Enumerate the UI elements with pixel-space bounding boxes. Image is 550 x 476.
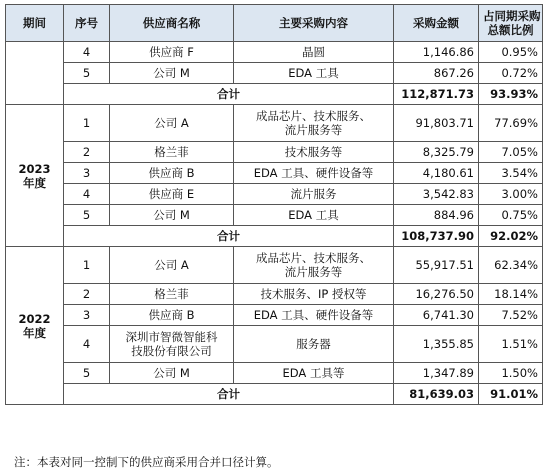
header-content: 主要采购内容 [234,5,394,42]
header-supplier: 供应商名称 [110,5,234,42]
row-content: 技术服务、IP 授权等 [234,284,394,305]
table-row [6,205,543,226]
row-number: 2 [64,142,110,163]
row-number: 4 [64,326,110,363]
table-row [6,284,543,305]
row-ratio: 1.50% [479,363,543,384]
row-supplier: 供应商 E [110,184,234,205]
table-row [6,42,543,63]
table-row [6,305,543,326]
row-number: 1 [64,247,110,284]
row-supplier: 公司 M [110,363,234,384]
table-row [6,326,543,363]
row-content: 流片服务 [234,184,394,205]
row-content: 晶圆 [234,42,394,63]
row-content: EDA 工具等 [234,363,394,384]
row-supplier: 公司 A [110,105,234,142]
table-row [6,163,543,184]
table-row [6,142,543,163]
period-cell-continued [6,42,64,105]
table-row [6,63,543,84]
total-ratio: 92.02% [479,226,543,247]
table-row [6,363,543,384]
period-cell-2022 [6,247,64,405]
row-number: 4 [64,42,110,63]
period-year: 2023 [18,161,51,176]
row-supplier: 供应商 B [110,305,234,326]
row-ratio: 7.05% [479,142,543,163]
row-supplier: 供应商 F [110,42,234,63]
row-amount: 867.26 [394,63,479,84]
row-amount: 16,276.50 [394,284,479,305]
row-amount: 55,917.51 [394,247,479,284]
header-number: 序号 [64,5,110,42]
supplier-line1: 深圳市智微智能科 [125,330,218,344]
supplier-purchase-table [5,4,543,405]
table-row [6,247,543,284]
row-ratio: 62.34% [479,247,543,284]
row-number: 5 [64,63,110,84]
period-suffix: 年度 [23,175,46,190]
total-label: 合计 [64,226,394,247]
total-amount: 112,871.73 [394,84,479,105]
table-row [6,184,543,205]
row-ratio: 3.00% [479,184,543,205]
header-period: 期间 [6,5,64,42]
row-number: 5 [64,363,110,384]
total-label: 合计 [64,384,394,405]
row-ratio: 7.52% [479,305,543,326]
row-amount: 1,146.86 [394,42,479,63]
total-label: 合计 [64,84,394,105]
table-footnote: 注：本表对同一控制下的供应商采用合并口径计算。 [14,455,279,469]
content-line2: 流片服务等 [284,265,343,279]
row-amount: 91,803.71 [394,105,479,142]
row-amount: 3,542.83 [394,184,479,205]
row-content: 服务器 [234,326,394,363]
row-number: 3 [64,305,110,326]
total-row [6,384,543,405]
row-ratio: 1.51% [479,326,543,363]
header-ratio [479,5,543,42]
row-number: 5 [64,205,110,226]
total-amount: 81,639.03 [394,384,479,405]
table-header-row [6,5,543,42]
row-supplier: 公司 M [110,205,234,226]
period-year: 2022 [18,311,51,326]
period-suffix: 年度 [23,325,46,340]
row-content [234,105,394,142]
row-supplier: 公司 M [110,63,234,84]
row-amount: 6,741.30 [394,305,479,326]
total-row [6,226,543,247]
row-ratio: 0.75% [479,205,543,226]
row-amount: 884.96 [394,205,479,226]
total-ratio: 93.93% [479,84,543,105]
row-ratio: 0.95% [479,42,543,63]
content-line1: 成品芯片、技术服务、 [256,251,371,265]
table-row [6,105,543,142]
row-supplier: 供应商 B [110,163,234,184]
row-content: EDA 工具 [234,63,394,84]
content-line2: 流片服务等 [284,123,343,137]
row-content: EDA 工具、硬件设备等 [234,305,394,326]
row-number: 3 [64,163,110,184]
header-amount: 采购金额 [394,5,479,42]
row-amount: 8,325.79 [394,142,479,163]
row-amount: 4,180.61 [394,163,479,184]
row-content [234,247,394,284]
row-ratio: 77.69% [479,105,543,142]
row-supplier: 格兰菲 [110,142,234,163]
row-content: 技术服务等 [234,142,394,163]
row-content: EDA 工具 [234,205,394,226]
row-number: 1 [64,105,110,142]
row-amount: 1,347.89 [394,363,479,384]
row-supplier: 格兰菲 [110,284,234,305]
row-amount: 1,355.85 [394,326,479,363]
row-supplier [110,326,234,363]
row-ratio: 0.72% [479,63,543,84]
total-amount: 108,737.90 [394,226,479,247]
row-supplier: 公司 A [110,247,234,284]
row-ratio: 18.14% [479,284,543,305]
header-ratio-line2: 总额比例 [487,23,534,37]
period-cell-2023 [6,105,64,247]
total-ratio: 91.01% [479,384,543,405]
row-ratio: 3.54% [479,163,543,184]
row-content: EDA 工具、硬件设备等 [234,163,394,184]
header-ratio-line1: 占同期采购 [483,9,541,23]
row-number: 2 [64,284,110,305]
content-line1: 成品芯片、技术服务、 [256,109,371,123]
supplier-line2: 技股份有限公司 [131,344,212,358]
row-number: 4 [64,184,110,205]
total-row [6,84,543,105]
